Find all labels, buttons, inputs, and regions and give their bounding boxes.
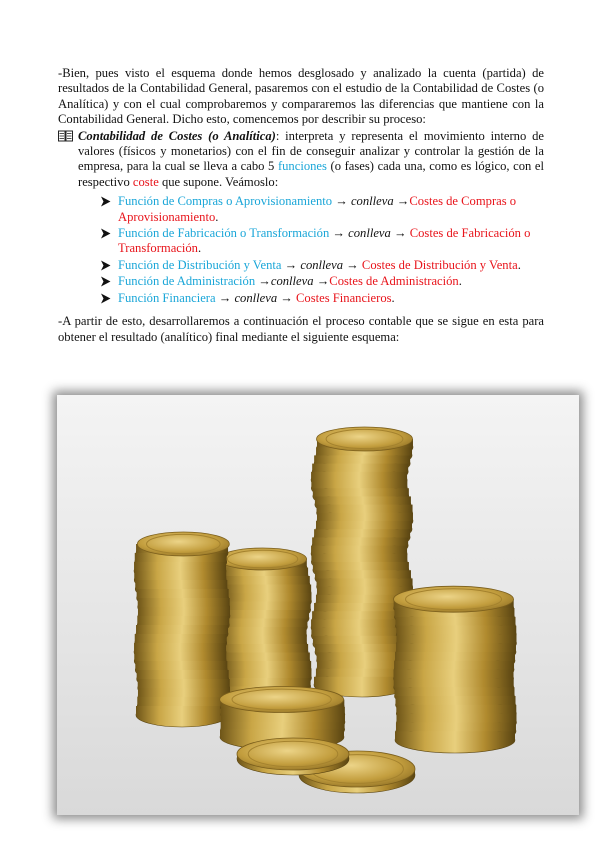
cost-name: Costes de Administración: [329, 274, 459, 289]
function-name: Función de Distribución y Venta: [118, 257, 282, 272]
document-body: [58, 66, 544, 345]
function-name: Función Financiera: [118, 290, 216, 305]
cost-name: Costes de Distribución y Venta: [361, 257, 518, 272]
period: .: [215, 209, 219, 224]
list-item: [78, 258, 566, 273]
list-item: [78, 226, 566, 257]
intro-paragraph: -Bien, pues visto el esquema donde hemos desglosado y analizado la cuenta (partida) de resultados de la Contabilidad General, pasaremos con el estudio de la Contabilidad de Costes (o Analítica) y con el cual comprobaremos y compararemos las diferencias que mantiene con la Contabilidad General. Dicho esto, comencemos por describir su proceso:: [58, 66, 544, 127]
arrow: →: [277, 290, 297, 305]
arrow: →: [390, 226, 410, 241]
coin-stacks-illustration: [57, 395, 579, 815]
function-name: Función de Compras o Aprovisionamiento: [118, 194, 333, 209]
list-item: [78, 194, 566, 225]
arrow: →: [313, 274, 330, 289]
function-name: Función de Administración: [118, 274, 256, 289]
period: .: [458, 274, 462, 289]
arrow: →: [329, 226, 349, 241]
arrow: →: [281, 257, 301, 272]
period: .: [391, 290, 395, 305]
arrow: →: [215, 290, 235, 305]
coin-stack: [394, 586, 517, 753]
closing-paragraph: -A partir de esto, desarrollaremos a continuación el proceso contable que se sigue en esta para obtener el resultado (analítico) final mediante el siguiente esquema:: [58, 314, 544, 344]
arrowhead-icon: [100, 276, 111, 287]
cost-name: Costes de Compras o Aprovisionamiento: [118, 194, 517, 224]
arrowhead-icon: [100, 293, 111, 304]
section-text-c: que supone. Veámoslo:: [158, 174, 279, 189]
arrow: →: [343, 257, 362, 272]
coste-term: coste: [132, 174, 159, 189]
coins-photo: [57, 395, 579, 815]
funciones-term: funciones: [277, 159, 327, 174]
period: .: [197, 241, 202, 256]
section-paragraph: [78, 129, 544, 191]
section-title: Contabilidad de Costes (o Analítica): [78, 128, 276, 143]
verb: conlleva: [300, 257, 344, 272]
verb: conlleva: [350, 194, 394, 209]
arrowhead-icon: [100, 228, 111, 239]
period: .: [517, 257, 521, 272]
verb: conlleva: [270, 274, 314, 289]
arrowhead-icon: [100, 196, 111, 207]
section-text-a: : interpreta y representa el movimiento interno de valores (físicos y monetarios) con el fin de conseguir analizar y controlar la gestión de la empresa, para la cual se lleva a cabo 5: [78, 128, 544, 174]
coin-stack: [237, 738, 349, 775]
arrowhead-icon: [100, 260, 111, 271]
verb: conlleva: [234, 290, 278, 305]
section-contabilidad-costes: [58, 129, 544, 306]
book-icon: [58, 130, 73, 142]
functions-list: [78, 194, 544, 306]
cost-name: Costes de Fabricación o Transformación: [118, 226, 531, 256]
list-item: [78, 291, 566, 306]
verb: conlleva: [348, 226, 391, 241]
cost-name: Costes Financieros: [296, 290, 392, 305]
section-text-b: (o fases) cada una, como es lógico, con el respectivo: [78, 159, 544, 189]
coin-stack: [134, 532, 230, 727]
coin-stack: [219, 548, 312, 706]
arrow: →: [255, 274, 271, 289]
arrow: →: [332, 194, 351, 209]
function-name: Función de Fabricación o Transformación: [118, 226, 330, 241]
list-item: [78, 274, 566, 289]
arrow: →: [393, 194, 410, 209]
